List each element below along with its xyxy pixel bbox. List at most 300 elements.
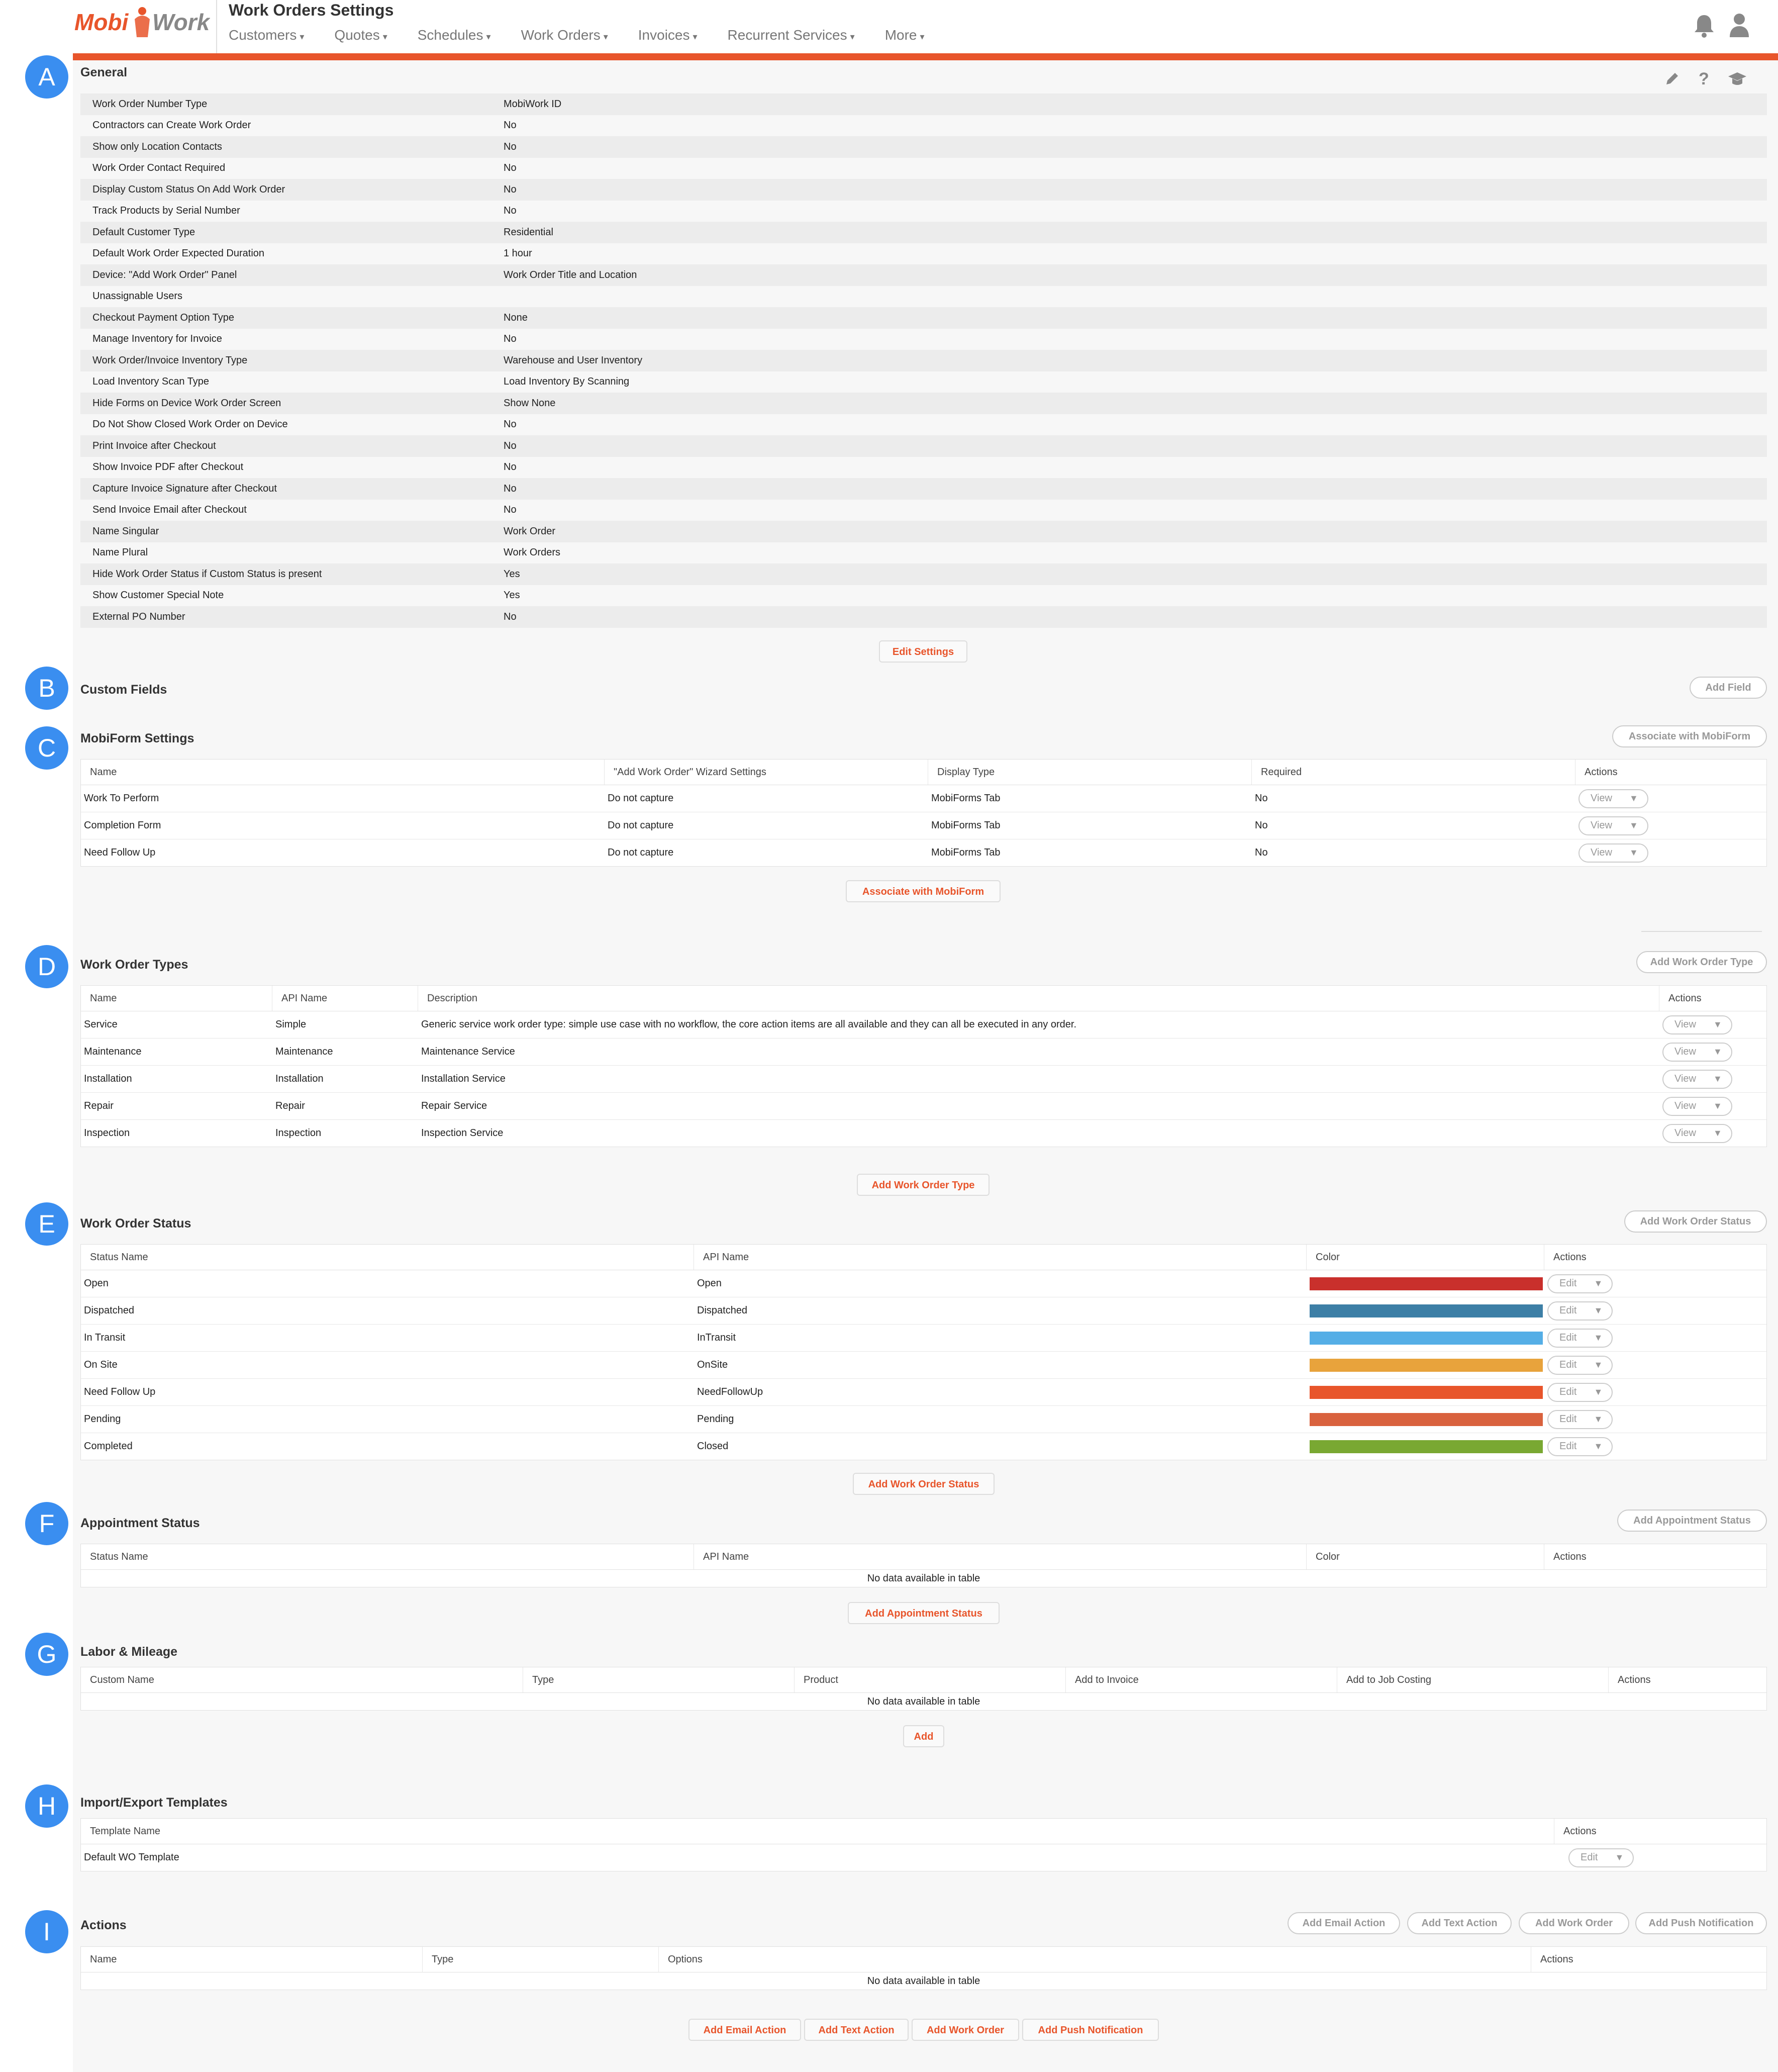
- table-row: [81, 839, 1766, 866]
- chevron-down-icon: ▼: [1713, 1128, 1722, 1138]
- setting-value: No: [504, 162, 517, 174]
- chevron-down-icon: ▾: [850, 32, 855, 42]
- action-label: Edit: [1559, 1278, 1577, 1289]
- table-cell: Do not capture: [608, 793, 674, 804]
- setting-row: [80, 222, 1767, 243]
- types-body: [81, 1011, 1766, 1147]
- chevron-down-icon: ▾: [920, 32, 925, 42]
- status-color-swatch: [1310, 1386, 1543, 1399]
- api-name: Pending: [697, 1414, 734, 1425]
- nav-invoices[interactable]: Invoices ▾: [638, 27, 698, 43]
- table-cell: Inspection: [84, 1127, 130, 1139]
- setting-row: [80, 136, 1767, 158]
- view-button[interactable]: [1578, 843, 1648, 863]
- setting-label: Print Invoice after Checkout: [92, 440, 216, 451]
- marker-g: G: [25, 1633, 68, 1676]
- edit-button[interactable]: [1547, 1301, 1613, 1321]
- template-name: Default WO Template: [84, 1852, 179, 1863]
- appointment-header-row: [81, 1544, 1766, 1570]
- chevron-down-icon: ▾: [603, 32, 608, 42]
- table-row: [81, 785, 1766, 812]
- setting-value: No: [504, 205, 517, 217]
- chevron-down-icon: ▼: [1615, 1852, 1624, 1862]
- setting-label: Name Singular: [92, 525, 159, 537]
- col-type: Type: [423, 1947, 659, 1972]
- actions-cell: [1575, 785, 1766, 812]
- view-button[interactable]: [1662, 1124, 1732, 1143]
- color-cell: [1307, 1379, 1544, 1405]
- appointment-table: [80, 1544, 1767, 1587]
- color-cell: [1307, 1270, 1544, 1297]
- action-label: View: [1674, 1073, 1696, 1084]
- status-body: [81, 1270, 1766, 1460]
- import-header-row: [81, 1819, 1766, 1844]
- actions-cell: [1659, 1120, 1766, 1147]
- table-cell: Do not capture: [608, 820, 674, 831]
- actions-cell: [1575, 839, 1766, 866]
- setting-row: [80, 179, 1767, 201]
- chevron-down-icon: ▼: [1594, 1278, 1603, 1288]
- mobiwork-logo[interactable]: [74, 4, 210, 44]
- marker-a: A: [25, 55, 68, 99]
- setting-row: [80, 329, 1767, 350]
- status-color-swatch: [1310, 1359, 1543, 1372]
- table-row: [81, 1270, 1766, 1297]
- setting-row: [80, 585, 1767, 607]
- svg-text:Work: Work: [152, 9, 210, 35]
- table-row: [81, 1297, 1766, 1325]
- setting-row: [80, 158, 1767, 179]
- table-cell: No: [1255, 793, 1268, 804]
- table-cell: Work To Perform: [84, 793, 159, 804]
- mobiform-body: [81, 785, 1766, 866]
- labor-table: [80, 1667, 1767, 1711]
- col-actions: Actions: [1540, 1953, 1573, 1965]
- nav-schedules[interactable]: Schedules ▾: [417, 27, 491, 43]
- actions-cell: [1544, 1270, 1766, 1297]
- col-status-name: Status Name: [81, 1544, 694, 1569]
- col-api-name: API Name: [272, 986, 418, 1011]
- status-name: Pending: [84, 1414, 121, 1425]
- add-field-button[interactable]: Add Field: [1690, 677, 1767, 699]
- bell-icon[interactable]: [1694, 13, 1715, 41]
- table-cell: Inspection: [275, 1127, 322, 1139]
- view-button[interactable]: [1578, 789, 1648, 808]
- table-row[interactable]: [81, 1844, 1766, 1871]
- status-name: Dispatched: [84, 1305, 135, 1316]
- add-type-top-button[interactable]: Add Work Order Type: [1636, 951, 1767, 973]
- pencil-icon[interactable]: [1663, 70, 1681, 90]
- chevron-down-icon: ▼: [1713, 1074, 1722, 1084]
- setting-row: [80, 563, 1767, 585]
- action-label: Edit: [1559, 1441, 1577, 1452]
- action-label: Edit: [1559, 1414, 1577, 1425]
- col-actions: Actions: [1585, 766, 1618, 778]
- actions-cell: [1544, 1352, 1766, 1378]
- table-cell: Do not capture: [608, 847, 674, 858]
- table-cell: Inspection Service: [421, 1127, 504, 1139]
- associate-mobiform-bottom-button[interactable]: Associate with MobiForm: [846, 880, 1001, 902]
- graduation-cap-icon[interactable]: [1727, 70, 1747, 90]
- api-name: Open: [697, 1278, 722, 1289]
- view-button[interactable]: [1578, 816, 1648, 835]
- action-label: View: [1674, 1100, 1696, 1111]
- marker-h: H: [25, 1784, 68, 1828]
- status-name: Open: [84, 1278, 109, 1289]
- add-appointment-top-button[interactable]: Add Appointment Status: [1617, 1510, 1767, 1532]
- setting-row: [80, 286, 1767, 308]
- add-push-notification-top-button[interactable]: Add Push Notification: [1635, 1912, 1767, 1934]
- table-row: [81, 1325, 1766, 1352]
- col-actions: Actions: [1668, 992, 1702, 1004]
- setting-label: Unassignable Users: [92, 291, 182, 302]
- nav-more[interactable]: More ▾: [884, 27, 925, 43]
- labor-title: Labor & Mileage: [80, 1645, 178, 1659]
- setting-value: Show None: [504, 397, 556, 409]
- col-api-name: API Name: [694, 1544, 1307, 1569]
- setting-label: Work Order/Invoice Inventory Type: [92, 354, 248, 366]
- import-table: [80, 1818, 1767, 1871]
- col-options: Options: [659, 1947, 1531, 1972]
- general-toolbar: [1663, 70, 1747, 90]
- actions-cell: [1659, 1039, 1766, 1065]
- setting-label: Default Customer Type: [92, 226, 195, 238]
- setting-row: [80, 371, 1767, 393]
- status-title: Work Order Status: [80, 1216, 191, 1231]
- setting-value: Yes: [504, 590, 520, 601]
- actions-cell: [1659, 1066, 1766, 1092]
- setting-label: Work Order Number Type: [92, 98, 208, 110]
- marker-d: D: [25, 945, 68, 988]
- add-email-action-top-button[interactable]: Add Email Action: [1288, 1912, 1400, 1934]
- edit-button[interactable]: [1547, 1274, 1613, 1293]
- add-text-action-bottom-button[interactable]: Add Text Action: [804, 2019, 909, 2041]
- add-appointment-bottom-button[interactable]: Add Appointment Status: [848, 1602, 1000, 1624]
- col-add-job-costing: Add to Job Costing: [1337, 1667, 1609, 1692]
- setting-value: No: [504, 611, 517, 622]
- table-row: [81, 1379, 1766, 1406]
- setting-label: Hide Forms on Device Work Order Screen: [92, 397, 281, 409]
- nav-quotes[interactable]: Quotes ▾: [334, 27, 387, 43]
- table-cell: Repair: [275, 1100, 305, 1111]
- svg-text:Mobi: Mobi: [74, 9, 129, 35]
- main-nav: [229, 27, 955, 43]
- status-color-swatch: [1310, 1332, 1543, 1345]
- table-row: [81, 812, 1766, 839]
- actions-cell: [1544, 1325, 1766, 1351]
- view-button[interactable]: [1662, 1097, 1732, 1116]
- chevron-down-icon: ▾: [300, 32, 305, 42]
- marker-e: E: [25, 1202, 68, 1246]
- setting-row: [80, 500, 1767, 521]
- accent-bar: [73, 53, 1778, 60]
- edit-button[interactable]: Edit ▼: [1568, 1848, 1634, 1867]
- setting-label: Track Products by Serial Number: [92, 205, 240, 217]
- setting-label: Hide Work Order Status if Custom Status is present: [92, 568, 322, 580]
- col-name: Name: [81, 986, 272, 1011]
- setting-row: [80, 606, 1767, 628]
- table-cell: No: [1255, 820, 1268, 831]
- chevron-down-icon: ▼: [1629, 847, 1638, 858]
- setting-label: Manage Inventory for Invoice: [92, 333, 222, 345]
- actions-cell: [1659, 1011, 1766, 1038]
- table-cell: Installation: [275, 1073, 324, 1084]
- col-add-invoice: Add to Invoice: [1066, 1667, 1337, 1692]
- types-table: [80, 985, 1767, 1147]
- status-color-swatch: [1310, 1440, 1543, 1453]
- table-cell: Generic service work order type: simple use case with no workflow, the core action items are all available and they can all be executed in any order.: [421, 1019, 1076, 1030]
- actions-cell: [1544, 1379, 1766, 1405]
- setting-value: Work Orders: [504, 547, 560, 558]
- table-cell: Maintenance Service: [421, 1046, 515, 1057]
- edit-button[interactable]: [1547, 1410, 1613, 1429]
- add-email-action-bottom-button[interactable]: Add Email Action: [688, 2019, 801, 2041]
- custom-fields-title: Custom Fields: [80, 683, 167, 697]
- associate-mobiform-top-button[interactable]: Associate with MobiForm: [1612, 725, 1767, 747]
- setting-value: Work Order: [504, 525, 555, 537]
- status-name: In Transit: [84, 1332, 126, 1343]
- col-actions: Actions: [1553, 1251, 1587, 1263]
- actions-cell: [1659, 1093, 1766, 1119]
- actions-title: Actions: [80, 1918, 127, 1932]
- add-text-action-top-button[interactable]: Add Text Action: [1407, 1912, 1512, 1934]
- api-name: Dispatched: [697, 1305, 748, 1316]
- col-custom-name: Custom Name: [81, 1667, 523, 1692]
- chevron-down-icon: ▼: [1629, 793, 1638, 803]
- table-row: [81, 1066, 1766, 1093]
- actions-cell: [1575, 812, 1766, 839]
- edit-button[interactable]: [1547, 1329, 1613, 1348]
- view-button[interactable]: [1662, 1015, 1732, 1034]
- action-label: View: [1591, 820, 1612, 831]
- table-row: [81, 1433, 1766, 1460]
- status-name: Completed: [84, 1441, 133, 1452]
- table-row: [81, 1352, 1766, 1379]
- setting-value: No: [504, 183, 517, 195]
- color-cell: [1307, 1406, 1544, 1433]
- setting-label: Default Work Order Expected Duration: [92, 248, 265, 259]
- actions-cell: [1544, 1433, 1766, 1460]
- action-label: Edit: [1559, 1332, 1577, 1343]
- setting-row: [80, 115, 1767, 137]
- status-color-swatch: [1310, 1413, 1543, 1426]
- setting-label: Device: "Add Work Order" Panel: [92, 269, 237, 280]
- setting-value: Warehouse and User Inventory: [504, 354, 643, 366]
- header-divider: [216, 0, 217, 53]
- col-type: Type: [523, 1667, 795, 1692]
- setting-label: Load Inventory Scan Type: [92, 376, 210, 388]
- edit-settings-button[interactable]: Edit Settings: [879, 640, 967, 663]
- nav-recurrent-services[interactable]: Recurrent Services ▾: [727, 27, 855, 43]
- marker-i: I: [25, 1910, 68, 1953]
- setting-value: Load Inventory By Scanning: [504, 376, 630, 388]
- actions-cell: [1544, 1406, 1766, 1433]
- setting-value: MobiWork ID: [504, 98, 562, 110]
- actions-cell: [1544, 1297, 1766, 1324]
- chevron-down-icon: ▼: [1594, 1360, 1603, 1370]
- setting-row: [80, 243, 1767, 265]
- marker-c: C: [25, 726, 68, 770]
- edit-button[interactable]: [1547, 1356, 1613, 1375]
- edit-button[interactable]: [1547, 1383, 1613, 1402]
- col-api-name: API Name: [694, 1245, 1307, 1270]
- table-row: [81, 1406, 1766, 1433]
- mobiform-title: MobiForm Settings: [80, 731, 194, 745]
- marker-b: B: [25, 667, 68, 710]
- setting-label: Do Not Show Closed Work Order on Device: [92, 419, 288, 430]
- table-cell: Maintenance: [84, 1046, 142, 1057]
- marker-f: F: [25, 1502, 68, 1545]
- api-name: NeedFollowUp: [697, 1386, 763, 1397]
- status-name: Need Follow Up: [84, 1386, 156, 1397]
- status-color-swatch: [1310, 1304, 1543, 1317]
- setting-value: No: [504, 419, 517, 430]
- setting-row: [80, 457, 1767, 479]
- setting-value: Yes: [504, 568, 520, 580]
- table-cell: Installation: [84, 1073, 132, 1084]
- col-required: Required: [1252, 760, 1575, 785]
- table-cell: Repair Service: [421, 1100, 487, 1111]
- setting-label: Work Order Contact Required: [92, 162, 226, 174]
- col-template-name: Template Name: [81, 1819, 1554, 1844]
- edit-button[interactable]: [1547, 1437, 1613, 1456]
- chevron-down-icon: ▾: [486, 32, 491, 42]
- add-work-order-bottom-button[interactable]: Add Work Order: [912, 2019, 1019, 2041]
- empty-message: No data available in table: [867, 1573, 980, 1584]
- empty-message: No data available in table: [867, 1696, 980, 1707]
- add-type-bottom-button[interactable]: Add Work Order Type: [857, 1174, 990, 1196]
- setting-label: Show Customer Special Note: [92, 590, 224, 601]
- col-display-type: Display Type: [928, 760, 1252, 785]
- status-table: [80, 1244, 1767, 1460]
- color-cell: [1307, 1433, 1544, 1460]
- action-label: Edit: [1559, 1386, 1577, 1397]
- setting-row: [80, 435, 1767, 457]
- action-label: View: [1674, 1127, 1696, 1139]
- col-actions: Actions: [1618, 1674, 1651, 1685]
- add-labor-button[interactable]: Add: [903, 1725, 944, 1747]
- view-button[interactable]: [1662, 1043, 1732, 1062]
- chevron-down-icon: ▼: [1713, 1047, 1722, 1057]
- color-cell: [1307, 1297, 1544, 1324]
- table-row: [81, 1120, 1766, 1147]
- setting-value: Residential: [504, 226, 553, 238]
- user-icon[interactable]: [1729, 12, 1750, 41]
- table-row: [81, 1093, 1766, 1120]
- setting-row: [80, 201, 1767, 222]
- view-button[interactable]: [1662, 1070, 1732, 1089]
- table-cell: Repair: [84, 1100, 114, 1111]
- mobiform-header-row: [81, 760, 1766, 785]
- setting-value: No: [504, 440, 517, 451]
- setting-label: Send Invoice Email after Checkout: [92, 504, 247, 516]
- col-actions: Actions: [1563, 1825, 1597, 1837]
- setting-row: [80, 307, 1767, 329]
- api-name: OnSite: [697, 1359, 728, 1370]
- chevron-down-icon: ▼: [1594, 1441, 1603, 1451]
- api-name: InTransit: [697, 1332, 736, 1343]
- chevron-down-icon: ▾: [693, 32, 698, 42]
- help-icon[interactable]: ?: [1699, 69, 1709, 88]
- setting-value: No: [504, 333, 517, 345]
- table-cell: No: [1255, 847, 1268, 858]
- action-label: View: [1674, 1046, 1696, 1057]
- setting-row: [80, 264, 1767, 286]
- setting-value: No: [504, 483, 517, 494]
- setting-label: Show only Location Contacts: [92, 141, 222, 152]
- table-cell: Maintenance: [275, 1046, 333, 1057]
- setting-value: No: [504, 120, 517, 131]
- actions-header-row: [81, 1947, 1766, 1972]
- chevron-down-icon: ▼: [1594, 1387, 1603, 1397]
- table-cell: Completion Form: [84, 820, 161, 831]
- status-name: On Site: [84, 1359, 118, 1370]
- action-label: Edit: [1559, 1359, 1577, 1370]
- page-title: Work Orders Settings: [229, 1, 394, 19]
- setting-value: Work Order Title and Location: [504, 269, 637, 280]
- chevron-down-icon: ▼: [1594, 1333, 1603, 1343]
- add-status-top-button[interactable]: Add Work Order Status: [1624, 1210, 1767, 1233]
- action-label: View: [1591, 847, 1612, 858]
- setting-row: [80, 393, 1767, 414]
- setting-label: Contractors can Create Work Order: [92, 120, 251, 131]
- divider: [1641, 931, 1762, 932]
- chevron-down-icon: ▼: [1713, 1101, 1722, 1111]
- setting-label: Capture Invoice Signature after Checkout: [92, 483, 277, 494]
- add-status-bottom-button[interactable]: Add Work Order Status: [853, 1473, 995, 1495]
- chevron-down-icon: ▼: [1594, 1305, 1603, 1315]
- appointment-title: Appointment Status: [80, 1516, 200, 1530]
- chevron-down-icon: ▾: [382, 32, 387, 42]
- table-cell: Simple: [275, 1019, 307, 1030]
- setting-row: [80, 414, 1767, 436]
- table-cell: Installation Service: [421, 1073, 506, 1084]
- setting-label: Show Invoice PDF after Checkout: [92, 461, 244, 473]
- table-cell: MobiForms Tab: [931, 793, 1001, 804]
- setting-label: External PO Number: [92, 611, 185, 622]
- setting-row: [80, 350, 1767, 371]
- table-cell: Need Follow Up: [84, 847, 156, 858]
- setting-row: [80, 521, 1767, 542]
- types-title: Work Order Types: [80, 958, 188, 972]
- setting-value: No: [504, 461, 517, 473]
- setting-label: Display Custom Status On Add Work Order: [92, 183, 285, 195]
- nav-customers[interactable]: Customers ▾: [229, 27, 305, 43]
- add-work-order-top-button[interactable]: Add Work Order: [1519, 1912, 1629, 1934]
- setting-row: [80, 93, 1767, 115]
- labor-header-row: [81, 1667, 1766, 1693]
- setting-row: [80, 542, 1767, 564]
- setting-value: None: [504, 312, 528, 323]
- setting-label: Checkout Payment Option Type: [92, 312, 235, 323]
- col-actions: Actions: [1553, 1551, 1587, 1562]
- col-color: Color: [1307, 1544, 1544, 1569]
- nav-work-orders[interactable]: Work Orders ▾: [521, 27, 608, 43]
- action-label: View: [1591, 793, 1612, 804]
- table-cell: MobiForms Tab: [931, 820, 1001, 831]
- table-row: [81, 1011, 1766, 1039]
- empty-message: No data available in table: [867, 1975, 980, 1987]
- setting-row: [80, 478, 1767, 500]
- import-title: Import/Export Templates: [80, 1796, 228, 1810]
- chevron-down-icon: ▼: [1629, 820, 1638, 830]
- actions-table: [80, 1946, 1767, 1990]
- add-push-notification-bottom-button[interactable]: Add Push Notification: [1022, 2019, 1159, 2041]
- mobiform-table: [80, 759, 1767, 867]
- color-cell: [1307, 1325, 1544, 1351]
- setting-value: No: [504, 504, 517, 516]
- general-settings-list: [80, 93, 1767, 628]
